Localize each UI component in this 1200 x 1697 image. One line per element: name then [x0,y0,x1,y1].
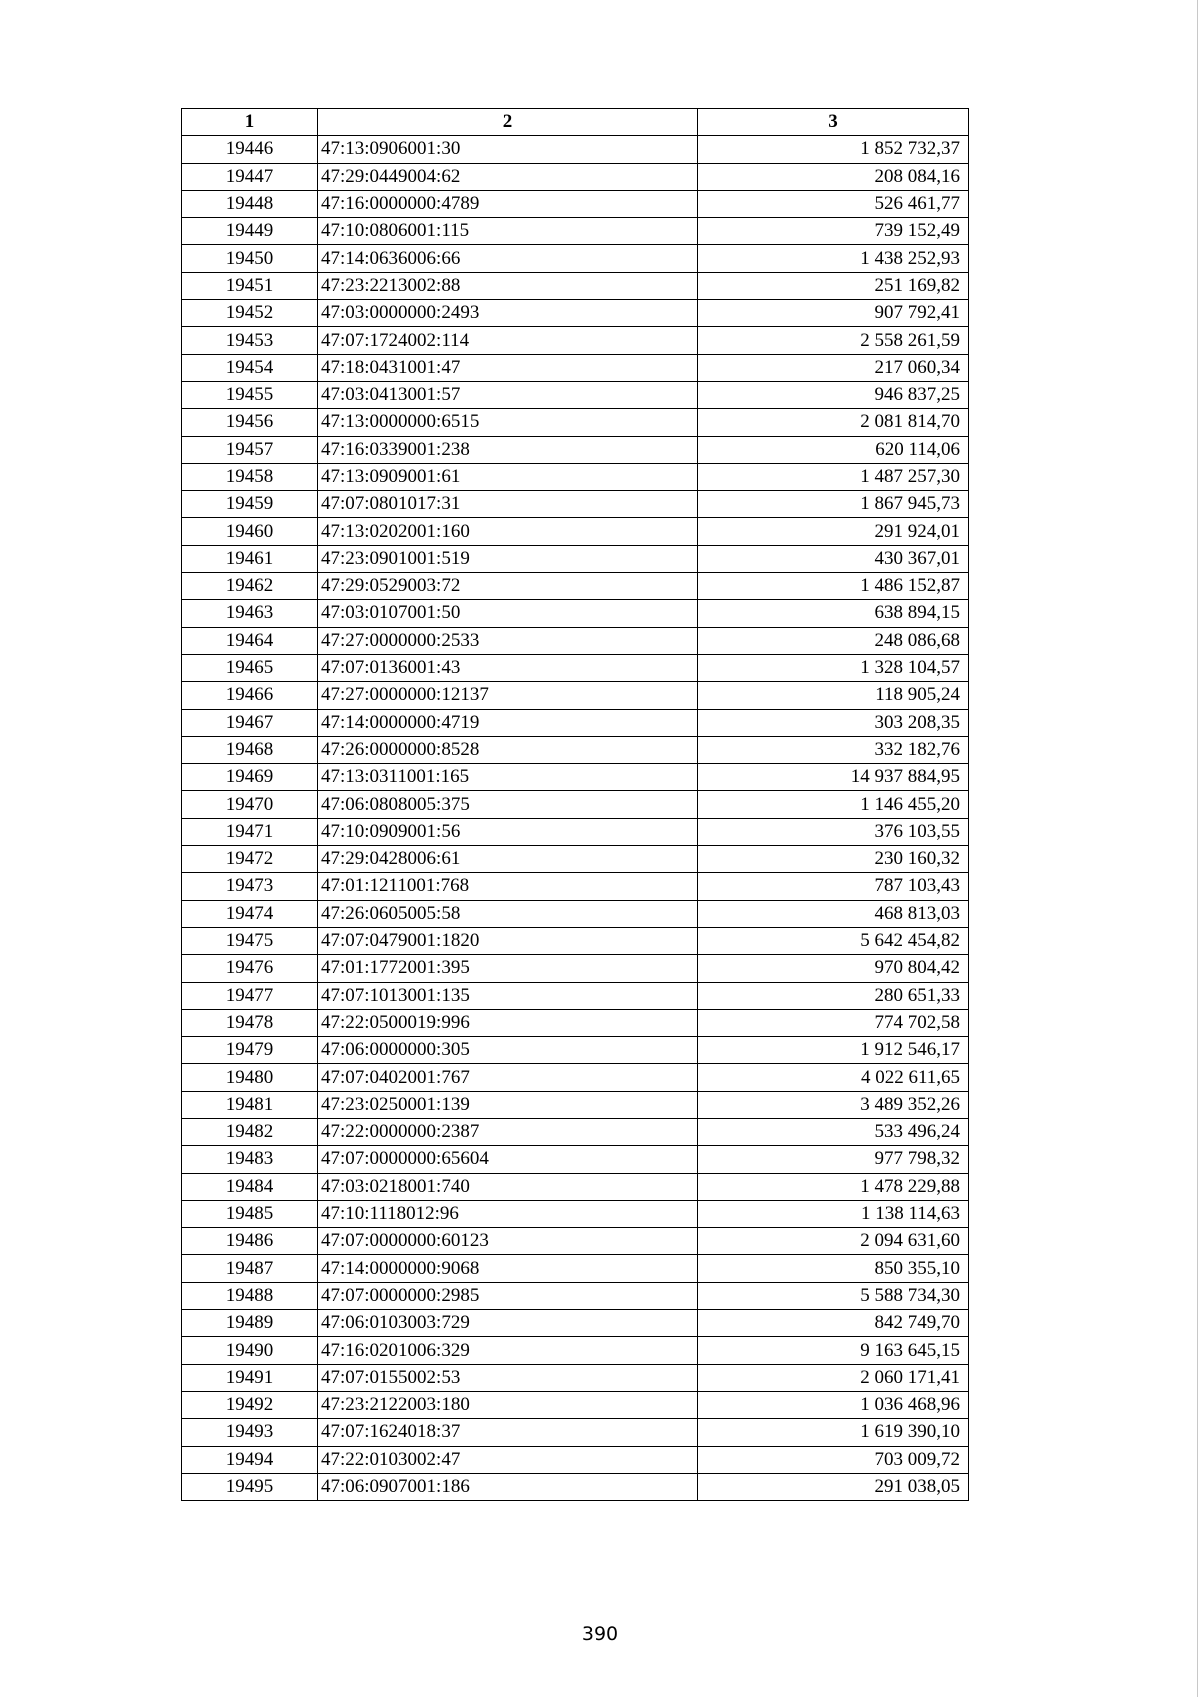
row-number-cell: 19467 [182,709,318,736]
table-row [182,190,969,217]
table-row [182,1064,969,1091]
value-cell: 217 060,34 [698,354,969,381]
row-number-cell: 19470 [182,791,318,818]
value-cell: 1 146 455,20 [698,791,969,818]
column-header-3: 3 [698,109,969,136]
row-number-cell: 19477 [182,982,318,1009]
value-cell: 2 094 631,60 [698,1228,969,1255]
table-row [182,600,969,627]
cadastral-number-cell: 47:03:0413001:57 [318,381,698,408]
cadastral-number-cell: 47:23:0901001:519 [318,545,698,572]
value-cell: 739 152,49 [698,218,969,245]
cadastral-number-cell: 47:14:0000000:9068 [318,1255,698,1282]
row-number-cell: 19461 [182,545,318,572]
value-cell: 620 114,06 [698,436,969,463]
row-number-cell: 19457 [182,436,318,463]
row-number-cell: 19487 [182,1255,318,1282]
table-row [182,436,969,463]
row-number-cell: 19447 [182,163,318,190]
row-number-cell: 19489 [182,1310,318,1337]
value-cell: 946 837,25 [698,381,969,408]
cadastral-number-cell: 47:13:0909001:61 [318,463,698,490]
table-row [182,573,969,600]
cadastral-number-cell: 47:16:0201006:329 [318,1337,698,1364]
table-row [182,1228,969,1255]
row-number-cell: 19488 [182,1282,318,1309]
row-number-cell: 19459 [182,491,318,518]
table-row [182,764,969,791]
cadastral-number-cell: 47:14:0000000:4719 [318,709,698,736]
table-row [182,791,969,818]
cadastral-number-cell: 47:06:0000000:305 [318,1037,698,1064]
page-number: 390 [581,1623,619,1645]
value-cell: 208 084,16 [698,163,969,190]
table-row [182,736,969,763]
table-row [182,409,969,436]
cadastral-number-cell: 47:07:0479001:1820 [318,927,698,954]
row-number-cell: 19469 [182,764,318,791]
row-number-cell: 19492 [182,1391,318,1418]
table-row [182,354,969,381]
row-number-cell: 19453 [182,327,318,354]
value-cell: 303 208,35 [698,709,969,736]
value-cell: 2 081 814,70 [698,409,969,436]
cadastral-number-cell: 47:07:0000000:65604 [318,1146,698,1173]
value-cell: 1 619 390,10 [698,1419,969,1446]
cadastral-number-cell: 47:23:0250001:139 [318,1091,698,1118]
cadastral-number-cell: 47:14:0636006:66 [318,245,698,272]
cadastral-number-cell: 47:23:2122003:180 [318,1391,698,1418]
row-number-cell: 19494 [182,1446,318,1473]
value-cell: 280 651,33 [698,982,969,1009]
value-cell: 468 813,03 [698,900,969,927]
value-cell: 332 182,76 [698,736,969,763]
table-row [182,136,969,163]
table-row [182,1282,969,1309]
table-row [182,654,969,681]
row-number-cell: 19455 [182,381,318,408]
cadastral-number-cell: 47:07:1013001:135 [318,982,698,1009]
row-number-cell: 19485 [182,1200,318,1227]
value-cell: 774 702,58 [698,1009,969,1036]
cadastral-number-cell: 47:03:0000000:2493 [318,300,698,327]
cadastral-number-cell: 47:06:0907001:186 [318,1473,698,1500]
value-cell: 842 749,70 [698,1310,969,1337]
row-number-cell: 19448 [182,190,318,217]
cadastral-number-cell: 47:23:2213002:88 [318,272,698,299]
row-number-cell: 19476 [182,955,318,982]
row-number-cell: 19465 [182,654,318,681]
value-cell: 1 438 252,93 [698,245,969,272]
row-number-cell: 19490 [182,1337,318,1364]
cadastral-number-cell: 47:06:0808005:375 [318,791,698,818]
table-row [182,1173,969,1200]
row-number-cell: 19495 [182,1473,318,1500]
table-row [182,1091,969,1118]
table-row [182,463,969,490]
row-number-cell: 19481 [182,1091,318,1118]
row-number-cell: 19473 [182,873,318,900]
cadastral-number-cell: 47:27:0000000:2533 [318,627,698,654]
cadastral-number-cell: 47:16:0000000:4789 [318,190,698,217]
cadastral-number-cell: 47:22:0103002:47 [318,1446,698,1473]
value-cell: 291 038,05 [698,1473,969,1500]
value-cell: 1 486 152,87 [698,573,969,600]
value-cell: 977 798,32 [698,1146,969,1173]
row-number-cell: 19452 [182,300,318,327]
cadastral-number-cell: 47:01:1211001:768 [318,873,698,900]
row-number-cell: 19463 [182,600,318,627]
column-header-1: 1 [182,109,318,136]
value-cell: 1 912 546,17 [698,1037,969,1064]
cadastral-number-cell: 47:22:0500019:996 [318,1009,698,1036]
cadastral-number-cell: 47:27:0000000:12137 [318,682,698,709]
row-number-cell: 19491 [182,1364,318,1391]
row-number-cell: 19483 [182,1146,318,1173]
cadastral-number-cell: 47:10:0909001:56 [318,818,698,845]
cadastral-number-cell: 47:07:0136001:43 [318,654,698,681]
row-number-cell: 19451 [182,272,318,299]
cadastral-number-cell: 47:03:0107001:50 [318,600,698,627]
value-cell: 14 937 884,95 [698,764,969,791]
cadastral-number-cell: 47:10:1118012:96 [318,1200,698,1227]
value-cell: 230 160,32 [698,846,969,873]
row-number-cell: 19474 [182,900,318,927]
value-cell: 970 804,42 [698,955,969,982]
value-cell: 787 103,43 [698,873,969,900]
cadastral-number-cell: 47:29:0529003:72 [318,573,698,600]
table-row [182,1255,969,1282]
value-cell: 1 036 468,96 [698,1391,969,1418]
value-cell: 251 169,82 [698,272,969,299]
table-row [182,1419,969,1446]
table-row [182,1391,969,1418]
table-row [182,300,969,327]
row-number-cell: 19460 [182,518,318,545]
row-number-cell: 19472 [182,846,318,873]
row-number-cell: 19446 [182,136,318,163]
value-cell: 526 461,77 [698,190,969,217]
row-number-cell: 19478 [182,1009,318,1036]
cadastral-number-cell: 47:13:0202001:160 [318,518,698,545]
value-cell: 1 478 229,88 [698,1173,969,1200]
cadastral-number-cell: 47:07:0402001:767 [318,1064,698,1091]
cadastral-number-cell: 47:01:1772001:395 [318,955,698,982]
row-number-cell: 19464 [182,627,318,654]
cadastral-number-cell: 47:06:0103003:729 [318,1310,698,1337]
cadastral-number-cell: 47:18:0431001:47 [318,354,698,381]
data-table [181,108,969,1501]
cadastral-number-cell: 47:07:1624018:37 [318,1419,698,1446]
value-cell: 850 355,10 [698,1255,969,1282]
table-row [182,1364,969,1391]
value-cell: 1 487 257,30 [698,463,969,490]
value-cell: 533 496,24 [698,1118,969,1145]
cadastral-number-cell: 47:10:0806001:115 [318,218,698,245]
table-body [182,136,969,1501]
table-row [182,163,969,190]
cadastral-number-cell: 47:29:0428006:61 [318,846,698,873]
table-row [182,846,969,873]
table-row [182,873,969,900]
row-number-cell: 19458 [182,463,318,490]
row-number-cell: 19454 [182,354,318,381]
row-number-cell: 19475 [182,927,318,954]
table-row [182,1146,969,1173]
cadastral-number-cell: 47:07:0000000:2985 [318,1282,698,1309]
row-number-cell: 19449 [182,218,318,245]
row-number-cell: 19479 [182,1037,318,1064]
table-row [182,1446,969,1473]
cadastral-number-cell: 47:13:0906001:30 [318,136,698,163]
row-number-cell: 19456 [182,409,318,436]
header-row [182,109,969,136]
table-row [182,818,969,845]
table-row [182,381,969,408]
value-cell: 1 328 104,57 [698,654,969,681]
table-row [182,327,969,354]
row-number-cell: 19468 [182,736,318,763]
table-row [182,1473,969,1500]
table-row [182,1310,969,1337]
value-cell: 430 367,01 [698,545,969,572]
cadastral-number-cell: 47:13:0311001:165 [318,764,698,791]
value-cell: 2 558 261,59 [698,327,969,354]
cadastral-number-cell: 47:07:0801017:31 [318,491,698,518]
table-row [182,982,969,1009]
row-number-cell: 19484 [182,1173,318,1200]
table-row [182,518,969,545]
row-number-cell: 19466 [182,682,318,709]
table-row [182,1200,969,1227]
value-cell: 248 086,68 [698,627,969,654]
row-number-cell: 19462 [182,573,318,600]
value-cell: 1 138 114,63 [698,1200,969,1227]
row-number-cell: 19471 [182,818,318,845]
table-row [182,900,969,927]
table-row [182,272,969,299]
value-cell: 4 022 611,65 [698,1064,969,1091]
table-row [182,1118,969,1145]
table-row [182,927,969,954]
row-number-cell: 19480 [182,1064,318,1091]
cadastral-number-cell: 47:26:0000000:8528 [318,736,698,763]
cadastral-number-cell: 47:07:1724002:114 [318,327,698,354]
cadastral-number-cell: 47:26:0605005:58 [318,900,698,927]
value-cell: 9 163 645,15 [698,1337,969,1364]
value-cell: 703 009,72 [698,1446,969,1473]
value-cell: 376 103,55 [698,818,969,845]
row-number-cell: 19486 [182,1228,318,1255]
value-cell: 291 924,01 [698,518,969,545]
column-header-2: 2 [318,109,698,136]
table-row [182,1009,969,1036]
table-row [182,1337,969,1364]
row-number-cell: 19450 [182,245,318,272]
table-row [182,709,969,736]
cadastral-number-cell: 47:16:0339001:238 [318,436,698,463]
table-row [182,955,969,982]
value-cell: 118 905,24 [698,682,969,709]
table-row [182,245,969,272]
value-cell: 5 588 734,30 [698,1282,969,1309]
cadastral-number-cell: 47:22:0000000:2387 [318,1118,698,1145]
row-number-cell: 19482 [182,1118,318,1145]
cadastral-number-cell: 47:13:0000000:6515 [318,409,698,436]
value-cell: 2 060 171,41 [698,1364,969,1391]
table-row [182,1037,969,1064]
table-row [182,491,969,518]
value-cell: 3 489 352,26 [698,1091,969,1118]
cadastral-number-cell: 47:07:0155002:53 [318,1364,698,1391]
value-cell: 5 642 454,82 [698,927,969,954]
value-cell: 1 852 732,37 [698,136,969,163]
cadastral-number-cell: 47:03:0218001:740 [318,1173,698,1200]
page-edge [1197,0,1198,1697]
table-row [182,545,969,572]
row-number-cell: 19493 [182,1419,318,1446]
table-row [182,682,969,709]
cadastral-number-cell: 47:29:0449004:62 [318,163,698,190]
table-header [182,109,969,136]
value-cell: 1 867 945,73 [698,491,969,518]
table-row [182,218,969,245]
value-cell: 638 894,15 [698,600,969,627]
cadastral-number-cell: 47:07:0000000:60123 [318,1228,698,1255]
value-cell: 907 792,41 [698,300,969,327]
table-row [182,627,969,654]
